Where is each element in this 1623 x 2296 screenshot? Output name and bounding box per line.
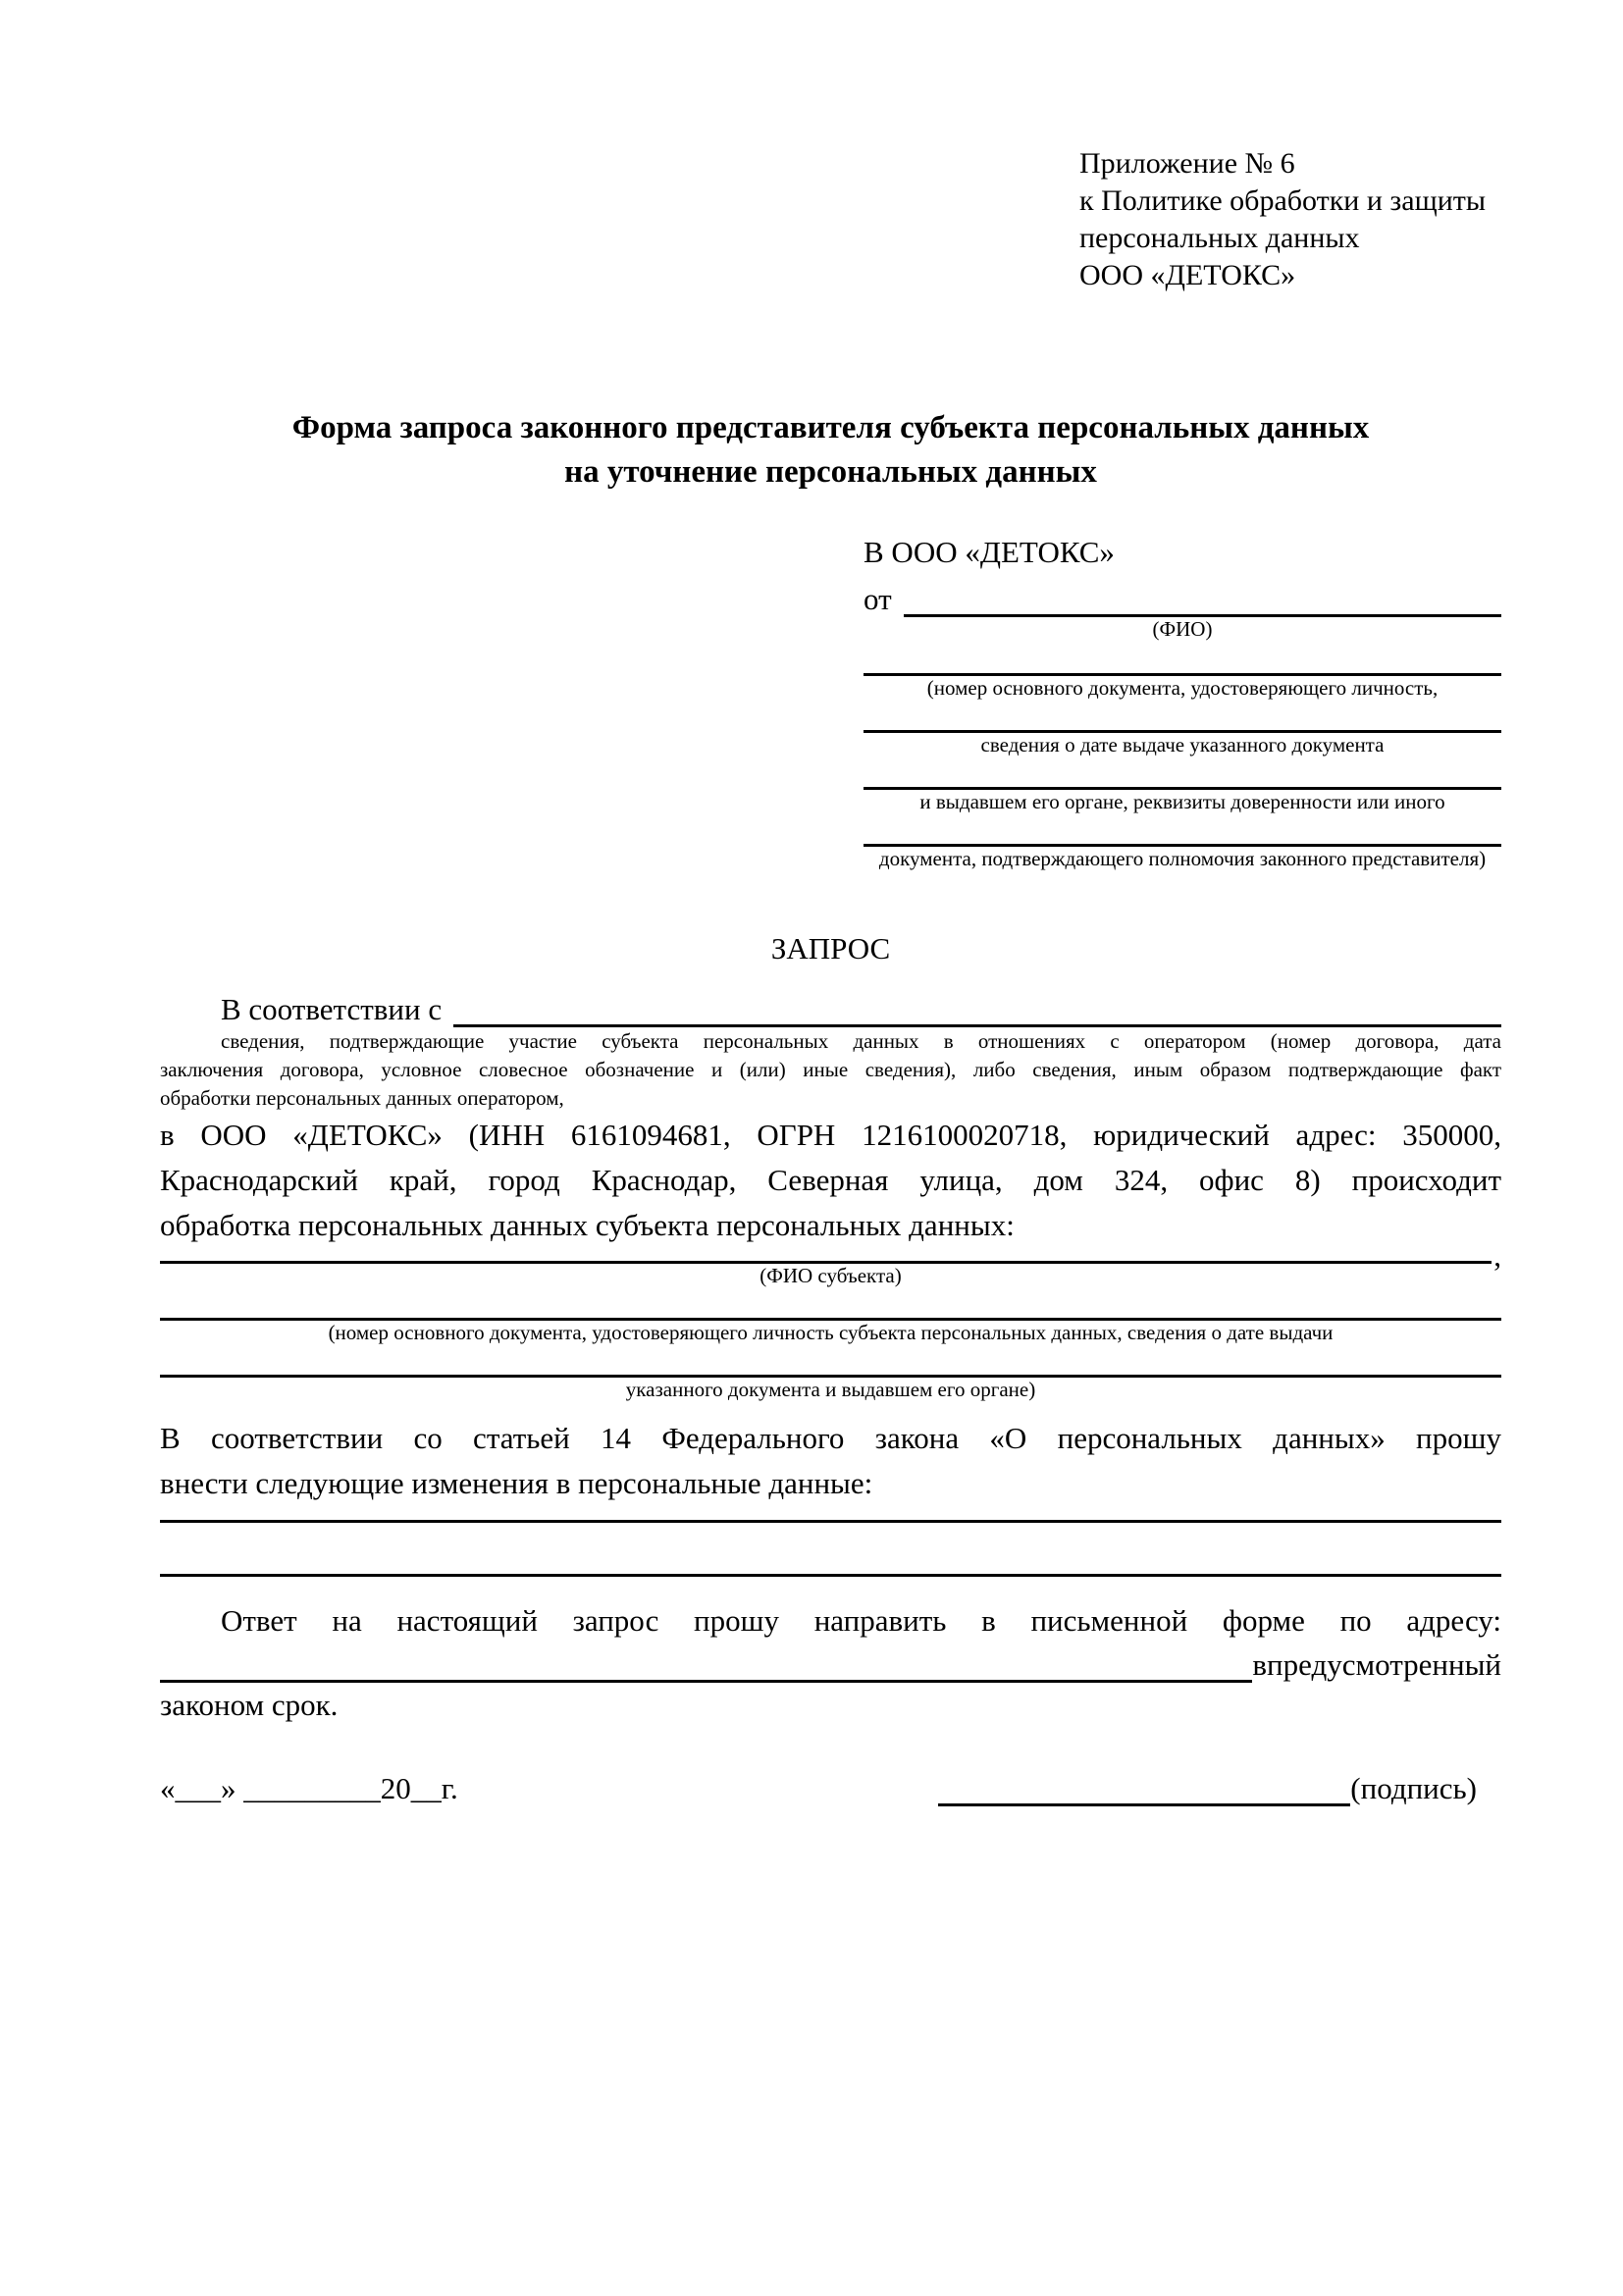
operator-paragraph-line: в ООО «ДЕТОКС» (ИНН 6161094681, ОГРН 1216100020718, юридический адрес: 350000, [160,1118,1501,1152]
subject-document-fill-line [160,1288,1501,1321]
issuing-authority-fill-line [864,759,1501,790]
amendments-paragraph [160,1416,1501,1506]
document-content [160,0,1501,1806]
appendix-line: к Политике обработки и защиты [1079,184,1487,217]
reply-word: в [1252,1647,1268,1682]
operator-paragraph-line: Краснодарский край, город Краснодар, Северная улица, дом 324, офис 8) происходит [160,1163,1501,1197]
addressee-block [864,530,1501,871]
appendix-line: персональных данных [1079,222,1360,254]
basis-caption-line: обработки персональных данных оператором, [160,1086,564,1110]
document-number-caption: (номер основного документа, удостоверяющего личность, [926,676,1439,700]
date-signature-row [160,1761,1501,1806]
subject-document-caption: указанного документа и выдавшем его органе) [625,1378,1036,1401]
document-number-fill-line [864,646,1501,676]
operator-paragraph [160,1113,1501,1248]
request-heading: ЗАПРОС [770,931,891,965]
from-label: от [864,582,892,616]
reply-address-fill-line [160,1641,1252,1683]
subject-fio-row [160,1238,1501,1273]
basis-caption-line: заключения договора, условное словесное обозначение и (или) иные сведения), либо сведения, иным образом подтверждающие факт [160,1058,1501,1081]
amendments-fill-line [160,1523,1501,1577]
signature-caption: (подпись) [1350,1771,1477,1805]
appendix-note [1079,145,1501,294]
reply-paragraph-line: Ответ на настоящий запрос прошу направить в письменной форме по адресу: [221,1603,1501,1638]
fio-fill-line [904,571,1501,617]
appendix-line: ООО «ДЕТОКС» [1079,259,1296,291]
page-title [160,406,1501,495]
subject-document-caption: (номер основного документа, удостоверяющего личность субъекта персональных данных, сведения о дате выдачи [328,1321,1334,1344]
authority-document-caption: документа, подтверждающего полномочия законного представителя) [878,847,1487,870]
subject-fio-comma: , [1493,1238,1501,1273]
basis-fill-line [453,981,1501,1027]
addressee-organization: В ООО «ДЕТОКС» [864,535,1115,569]
page-title-line: на уточнение персональных данных [564,454,1097,490]
issue-date-caption: сведения о дате выдаче указанного документа [980,733,1385,757]
basis-label: В соответствии с [221,992,443,1026]
reply-paragraph-line: законом срок. [160,1688,339,1722]
issuing-authority-caption: и выдавшем его органе, реквизиты доверенности или иного [919,790,1445,813]
from-row [864,574,1501,617]
reply-address-row [160,1644,1501,1683]
basis-caption-line: сведения, подтверждающие участие субъекта персональных данных в отношениях с оператором (номер договора, дата [221,1029,1501,1053]
amendments-paragraph-line: В соответствии со статьей 14 Федерального закона «О персональных данных» прошу [160,1421,1501,1455]
signature-group [938,1770,1477,1806]
amendments-paragraph-line: внести следующие изменения в персональные данные: [160,1466,873,1500]
amendments-fill-line [160,1506,1501,1523]
issue-date-fill-line [864,703,1501,733]
signature-line [938,1770,1350,1806]
basis-row [160,984,1501,1027]
operator-paragraph-line: обработка персональных данных субъекта персональных данных: [160,1208,1015,1242]
appendix-line: Приложение № 6 [1079,147,1295,180]
authority-document-fill-line [864,816,1501,847]
page-title-line: Форма запроса законного представителя субъекта персональных данных [291,410,1370,445]
fio-caption: (ФИО) [1152,617,1213,641]
basis-caption [160,1027,1501,1113]
date-field: «___» _________20__г. [160,1771,458,1805]
subject-fio-caption: (ФИО субъекта) [759,1264,902,1287]
reply-word: предусмотренный [1267,1647,1501,1682]
subject-fio-fill-line [160,1245,1492,1264]
subject-document-fill-line [160,1345,1501,1378]
